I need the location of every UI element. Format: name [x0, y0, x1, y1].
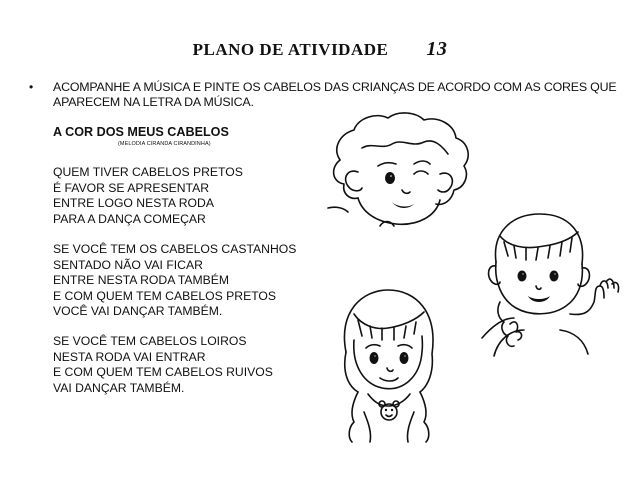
lyric-line: E COM QUEM TEM CABELOS RUIVOS	[53, 365, 273, 379]
lyric-line: VOCÊ VAI DANÇAR TAMBÉM.	[53, 304, 223, 318]
song-subtitle: (MELODIA CIRANDA CIRANDINHA)	[118, 141, 211, 147]
child-bangs-teddy-drawing	[324, 282, 454, 442]
lyric-line: PARA A DANÇA COMEÇAR	[53, 211, 206, 226]
instruction-text: ACOMPANHE A MÚSICA E PINTE OS CABELOS DAS CRIANÇAS DE ACORDO COM AS CORES QUE APARECEM NA LETRA DA MÚSICA.	[53, 80, 617, 109]
activity-number: 13	[426, 38, 448, 60]
child-braid-waving-drawing	[474, 206, 624, 356]
lyric-line: SE VOCÊ TEM CABELOS LOIROS	[53, 334, 247, 348]
lyric-line: NESTA RODA VAI ENTRAR	[53, 349, 206, 364]
lyric-line: É FAVOR SE APRESENTAR	[53, 180, 209, 195]
lyric-line: SE VOCÊ TEM OS CABELOS CASTANHOS	[53, 242, 297, 256]
lyric-line: ENTRE NESTA RODA TAMBÉM	[53, 273, 230, 287]
lyric-line: ENTRE LOGO NESTA RODA	[53, 196, 214, 210]
title-text: PLANO DE ATIVIDADE	[192, 40, 389, 59]
child-curly-hair-drawing	[318, 108, 483, 230]
bullet-point: •	[29, 80, 34, 94]
song-title: A COR DOS MEUS CABELOS	[53, 125, 229, 139]
lyric-line: VAI DANÇAR TAMBÉM.	[53, 380, 185, 395]
stanza-1	[53, 165, 243, 227]
stanza-2	[53, 242, 296, 320]
page-title	[0, 38, 640, 61]
lyric-line: QUEM TIVER CABELOS PRETOS	[53, 165, 243, 179]
lyric-line: E COM QUEM TEM CABELOS PRETOS	[53, 288, 277, 303]
lyric-line: SENTADO NÃO VAI FICAR	[53, 257, 203, 272]
stanza-3	[53, 334, 273, 396]
